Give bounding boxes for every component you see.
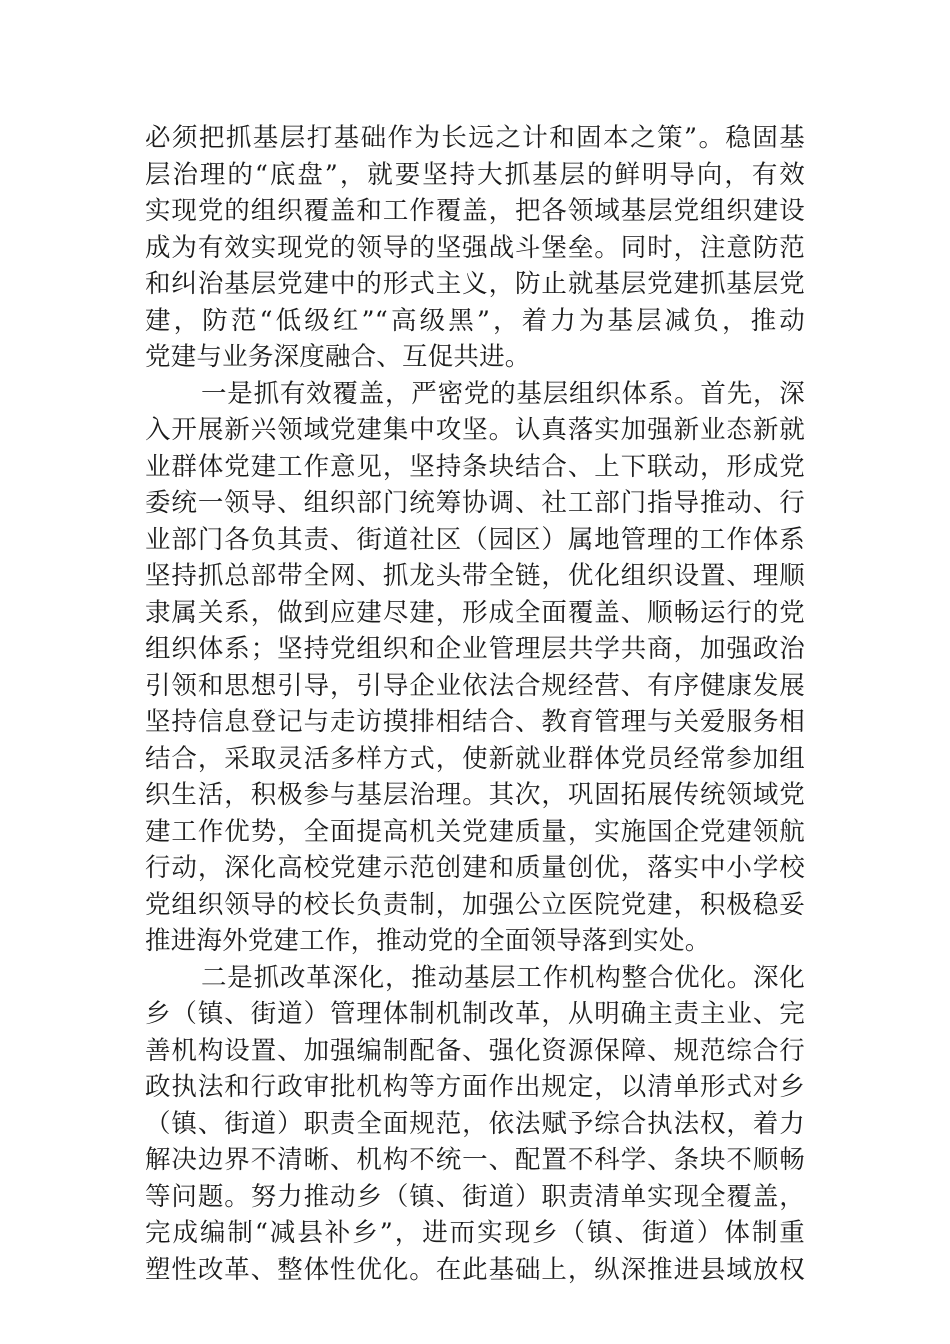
text-line: 和纠治基层党建中的形式主义，防止就基层党建抓基层党 (145, 269, 805, 299)
document-body (145, 120, 805, 1288)
text-line: 建工作优势，全面提高机关党建质量，实施国企党建领航 (145, 816, 805, 847)
text-line: 政执法和行政审批机构等方面作出规定，以清单形式对乡 (145, 1072, 805, 1102)
text-line: 塑性改革、整体性优化。在此基础上，纵深推进县域放权 (145, 1254, 805, 1285)
text-line: 组织体系；坚持党组织和企业管理层共学共商，加强政治 (145, 634, 805, 664)
text-line: 业群体党建工作意见，坚持条块结合、上下联动，形成党 (145, 451, 805, 482)
text-line: 乡（镇、街道）管理体制机制改革，从明确主责主业、完 (145, 999, 805, 1029)
text-line: （镇、街道）职责全面规范，依法赋予综合执法权，着力 (145, 1108, 805, 1139)
text-line: 党组织领导的校长负责制，加强公立医院党建，积极稳妥 (145, 889, 805, 920)
text-line: 坚持抓总部带全网、抓龙头带全链，优化组织设置、理顺 (145, 561, 805, 591)
text-line: 必须把抓基层打基础作为长远之计和固本之策”。稳固基 (145, 123, 805, 153)
text-line: 成为有效实现党的领导的坚强战斗堡垒。同时，注意防范 (145, 232, 805, 263)
text-line: 建，防范“低级红”“高级黑”，着力为基层减负，推动 (145, 305, 805, 336)
text-line: 隶属关系，做到应建尽建，形成全面覆盖、顺畅运行的党 (145, 597, 805, 628)
text-line: 层治理的“底盘”，就要坚持大抓基层的鲜明导向，有效 (145, 159, 805, 190)
text-line: 解决边界不清晰、机构不统一、配置不科学、条块不顺畅 (145, 1145, 805, 1175)
text-line: 引领和思想引导，引导企业依法合规经营、有序健康发展 (145, 670, 805, 701)
text-line: 善机构设置、加强编制配备、强化资源保障、规范综合行 (145, 1035, 805, 1066)
text-line: 完成编制“减县补乡”，进而实现乡（镇、街道）体制重 (145, 1218, 805, 1248)
text-line: 业部门各负其责、街道社区（园区）属地管理的工作体系 (145, 524, 805, 555)
paragraph-start-line: 一是抓有效覆盖，严密党的基层组织体系。首先，深 (201, 378, 805, 409)
text-line: 行动，深化高校党建示范创建和质量创优，落实中小学校 (145, 853, 805, 883)
text-line: 党建与业务深度融合、互促共进。 (145, 342, 531, 372)
text-line: 委统一领导、组织部门统筹协调、社工部门指导推动、行 (145, 488, 805, 518)
text-line: 结合，采取灵活多样方式，使新就业群体党员经常参加组 (145, 743, 805, 774)
text-line: 推进海外党建工作，推动党的全面领导落到实处。 (145, 926, 711, 956)
text-line: 坚持信息登记与走访摸排相结合、教育管理与关爱服务相 (145, 707, 805, 737)
text-line: 实现党的组织覆盖和工作覆盖，把各领域基层党组织建设 (145, 196, 805, 226)
paragraph-start-line: 二是抓改革深化，推动基层工作机构整合优化。深化 (201, 962, 805, 993)
text-line: 等问题。努力推动乡（镇、街道）职责清单实现全覆盖， (145, 1181, 805, 1212)
text-line: 织生活，积极参与基层治理。其次，巩固拓展传统领域党 (145, 780, 805, 810)
text-line: 入开展新兴领域党建集中攻坚。认真落实加强新业态新就 (145, 415, 805, 445)
